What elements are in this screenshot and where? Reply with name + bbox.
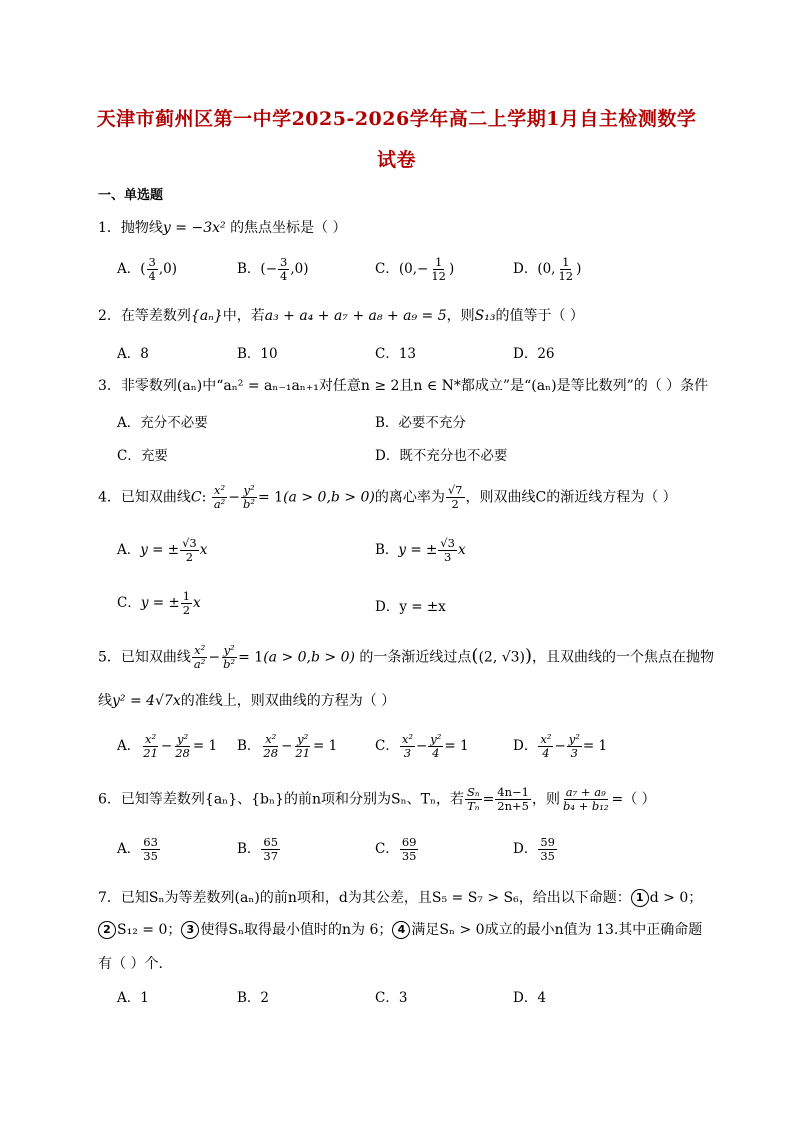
q6-option-d[interactable]: D． $\frac{59}{35}$: [513, 835, 555, 863]
q7-option-c[interactable]: C．3: [375, 990, 408, 1006]
q3-option-b[interactable]: B．必要不充分: [375, 415, 466, 431]
section-heading: 一、单选题: [98, 188, 164, 203]
q7-option-d[interactable]: D．4: [513, 990, 546, 1006]
q7-option-a[interactable]: A．1: [117, 990, 149, 1006]
question-2-stem: 2．在等差数列{aₙ}中，若a₃ + a₄ + a₇ + a₈ + a₉ = 5，则S₁₃的值等于（ ）: [98, 308, 584, 324]
question-5-stem-line1: 5．已知双曲线 $\frac{\text{x²}}{\text{a²}}$ − $\frac{\text{y²}}{\text{b²}}$ = 1(a > 0,b > 0) 的一条渐近线过点((2, √3))，且双曲线的一个焦点在抛物: [98, 643, 715, 671]
question-5-stem-line2: 线y² = 4√7x的准线上，则双曲线的方程为（ ）: [98, 693, 396, 709]
q4-option-c[interactable]: C．y = ± $\frac{1}{2}$ x: [117, 589, 201, 617]
q5-option-a[interactable]: A． $\frac{\text{x²}}{21}$ − $\frac{\text{y²}}{28}$ = 1: [117, 732, 218, 760]
q3-option-a[interactable]: A．充分不必要: [117, 415, 208, 431]
q1-option-a[interactable]: A．( $\frac{3}{4}$ ,0): [117, 255, 178, 283]
q5-option-d[interactable]: D． $\frac{\text{x²}}{4}$ − $\frac{\text{y²}}{3}$ = 1: [513, 732, 608, 760]
marker-2: 2: [98, 921, 116, 939]
q4-option-a[interactable]: A．y = ± $\frac{√3}{2}$ x: [117, 536, 208, 564]
q6-option-c[interactable]: C． $\frac{69}{35}$: [375, 835, 417, 863]
q2-option-a[interactable]: A．8: [117, 346, 149, 362]
q4-option-d[interactable]: D．y = ±x: [375, 599, 446, 615]
q1-option-c[interactable]: C．(0,− $\frac{1}{12}$ ): [375, 255, 455, 283]
q5-option-c[interactable]: C． $\frac{\text{x²}}{3}$ − $\frac{\text{y²}}{4}$ = 1: [375, 732, 469, 760]
q6-option-b[interactable]: B． $\frac{65}{37}$: [237, 835, 279, 863]
q6-option-a[interactable]: A． $\frac{63}{35}$: [117, 835, 158, 863]
q2-option-c[interactable]: C．13: [375, 346, 417, 362]
q1-option-d[interactable]: D．(0, $\frac{1}{12}$ ): [513, 255, 582, 283]
q1-option-b[interactable]: B．(− $\frac{3}{4}$ ,0): [237, 255, 309, 283]
q2-option-b[interactable]: B．10: [237, 346, 278, 362]
marker-1: 1: [631, 889, 649, 907]
marker-4: 4: [392, 921, 410, 939]
question-6-stem: 6．已知等差数列{aₙ}、{bₙ}的前n项和分别为Sₙ、Tₙ，若 $\frac{\text{Sₙ}}{\text{Tₙ}}$ = $\frac{4n-1}{2n+5}$ ，则 $\frac{\text{a₇ + a₉}}{\text{b₄ + b₁₂}}$ =（ ）: [98, 785, 656, 813]
q5-option-b[interactable]: B． $\frac{\text{x²}}{28}$ − $\frac{\text{y²}}{21}$ = 1: [237, 732, 338, 760]
q7-option-b[interactable]: B．2: [237, 990, 270, 1006]
q2-expression: a₃ + a₄ + a₇ + a₈ + a₉ = 5: [264, 308, 447, 324]
question-7-line3: 有（ ）个.: [98, 956, 163, 972]
question-7-line2: 2 S₁₂ = 0； 3 使得Sₙ取得最小值时的n为 6； 4 满足Sₙ > 0成立的最小n值为 13.其中正确命题: [98, 920, 698, 940]
question-4-stem: 4．已知双曲线C: $\frac{\text{x²}}{\text{a²}}$ − $\frac{\text{y²}}{\text{b²}}$ = 1(a > 0,b > 0)的离心率为 $\frac{√7}{2}$ ，则双曲线C的渐近线方程为（ ）: [98, 483, 677, 511]
question-3-stem: 3．非零数列(aₙ)中“aₙ² = aₙ₋₁aₙ₊₁对任意n ≥ 2且n ∈ N*都成立”是“(aₙ)是等比数列”的（ ）条件: [98, 378, 709, 394]
q1-expression: y = −3x²: [162, 220, 231, 236]
marker-3: 3: [181, 921, 199, 939]
exam-title-line2: 试卷: [376, 149, 416, 171]
exam-title-line1: 天津市蓟州区第一中学2025-2026学年高二上学期1月自主检测数学: [96, 108, 697, 130]
question-1-stem: 1．抛物线y = −3x² 的焦点坐标是（ ）: [98, 220, 347, 236]
q3-option-d[interactable]: D．既不充分也不必要: [375, 448, 508, 464]
q4-option-b[interactable]: B．y = ± $\frac{√3}{3}$ x: [375, 536, 466, 564]
q2-option-d[interactable]: D．26: [513, 346, 555, 362]
q3-option-c[interactable]: C．充要: [117, 448, 168, 464]
question-7-line1: 7．已知Sₙ为等差数列(aₙ)的前n项和，d为其公差，且S₅ = S₇ > S₆，给出以下命题： 1 d > 0；: [98, 890, 703, 906]
